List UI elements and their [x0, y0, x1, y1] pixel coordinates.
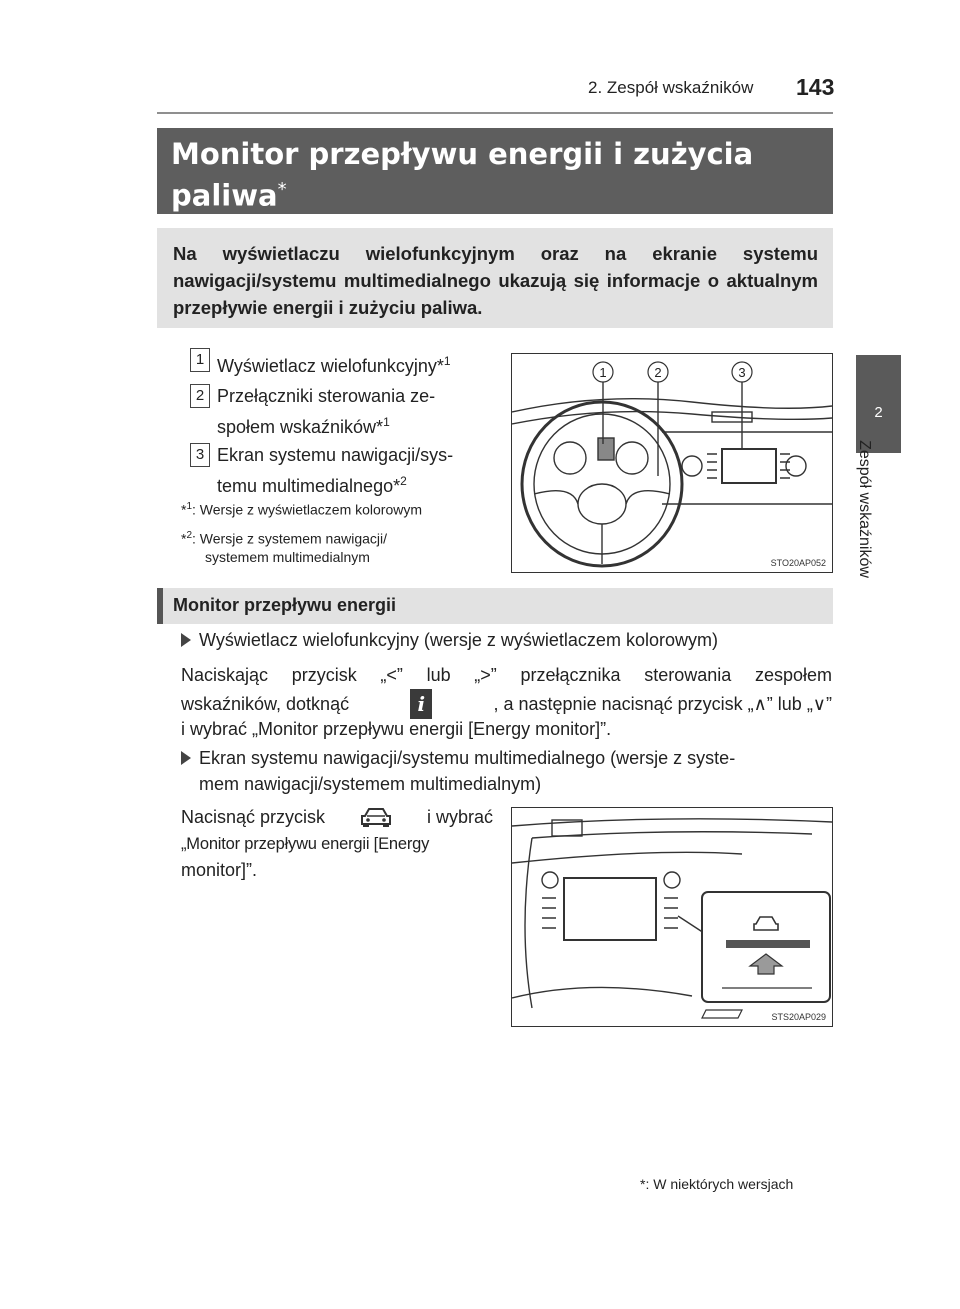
page-number: 143 [796, 74, 835, 100]
footnote-some-versions [640, 1176, 793, 1192]
list-number-2: 2 [190, 384, 210, 408]
dashboard-drawing [512, 354, 832, 572]
list-item-3-line2-text: temu multimedialnego* [217, 476, 401, 496]
info-i-icon: i [410, 689, 432, 719]
callout-2: 2 [654, 365, 662, 380]
para-2-line-2: „Monitor przepływu energii [Energy [181, 835, 430, 853]
list-item-1-text: Wyświetlacz wielofunkcyjny* [217, 356, 444, 376]
chapter-number: 2 [874, 404, 883, 421]
list-item-3-line1: Ekran systemu nawigacji/sys- [217, 445, 454, 465]
arrow-bullet-icon [181, 633, 191, 647]
callout-3: 3 [738, 365, 746, 380]
title-footnote-marker: * [277, 179, 287, 200]
list-item-2-line2-text: społem wskaźników* [217, 417, 384, 437]
list-item-2-line1: Przełączniki sterowania ze- [217, 386, 436, 406]
footnote-1-mark: * [181, 501, 187, 518]
footnote-2-mark: * [181, 530, 187, 547]
list-item-2-line2 [217, 409, 390, 440]
car-icon [359, 806, 393, 828]
list-item-1-sup: 1 [443, 354, 451, 368]
arrow-bullet-icon [181, 751, 191, 765]
para-1-line-1: Naciskając przycisk „<” lub „>” przełącznika sterowania zespołem [181, 665, 832, 685]
para-1-line-2b: , a następnie nacisnąć przycisk „∧” lub „∨” [493, 694, 832, 714]
subheading-bar [157, 588, 163, 624]
intro-box [157, 228, 833, 328]
footnote-2-line2: systemem multimedialnym [205, 549, 370, 565]
list-item-3-line2 [217, 468, 407, 499]
list-item-1 [217, 348, 451, 379]
footnote-marker: * [640, 1176, 646, 1192]
chapter-title-vertical: Zespół wskaźników [856, 440, 873, 578]
figure-2-caption: STS20AP029 [771, 1012, 826, 1022]
footnote-text: : W niektórych wersjach [645, 1176, 794, 1192]
footnote-1 [181, 497, 422, 520]
list-number-3: 3 [190, 443, 210, 467]
console-drawing [512, 808, 832, 1026]
bullet-2-line-1: Ekran systemu nawigacji/systemu multimedialnego (wersje z syste- [199, 748, 736, 768]
para-2-line-1a: Nacisnąć przycisk [181, 807, 326, 827]
page-title [171, 136, 821, 214]
footnote-2-sup: 2 [186, 530, 193, 541]
para-1-line-3: i wybrać „Monitor przepływu energii [Energy monitor]”. [181, 719, 612, 739]
footnote-1-sup: 1 [186, 501, 193, 512]
para-2-line-1b: i wybrać [426, 807, 493, 827]
page-title-text: Monitor przepływu energii i zużycia paliwa [171, 137, 754, 213]
console-illustration [511, 807, 833, 1027]
callout-1: 1 [599, 365, 607, 380]
title-banner [157, 128, 833, 214]
footnote-2-text: : Wersje z systemem nawigacji/ [192, 530, 388, 547]
list-item-3-sup: 2 [400, 474, 407, 488]
footnote-1-text: : Wersje z wyświetlaczem kolorowym [192, 501, 423, 518]
dashboard-illustration [511, 353, 833, 573]
para-1-line-2 [181, 689, 832, 719]
para-2-line-1 [181, 804, 493, 830]
subheading-box [157, 588, 833, 624]
footnote-2 [181, 526, 387, 549]
intro-text: Na wyświetlaczu wielofunkcyjnym oraz na ekranie systemu nawigacji/systemu multimedialnego ukazują się informacje o aktualnym przepływie energii i zużyciu paliwa. [173, 243, 818, 318]
bullet-1-text: Wyświetlacz wielofunkcyjny (wersje z wyświetlaczem kolorowym) [199, 630, 718, 650]
para-1-line-2a: wskaźników, dotknąć [181, 694, 350, 714]
subheading: Monitor przepływu energii [173, 595, 397, 615]
list-number-1: 1 [190, 348, 210, 372]
list-item-2-sup: 1 [383, 415, 390, 429]
bullet-2-line-2: mem nawigacji/systemem multimedialnym) [199, 774, 542, 794]
figure-1-caption: STO20AP052 [770, 558, 826, 568]
running-header-section: 2. Zespół wskaźników [588, 78, 754, 97]
header-rule [157, 112, 833, 114]
para-2-line-3: monitor]”. [181, 860, 258, 880]
